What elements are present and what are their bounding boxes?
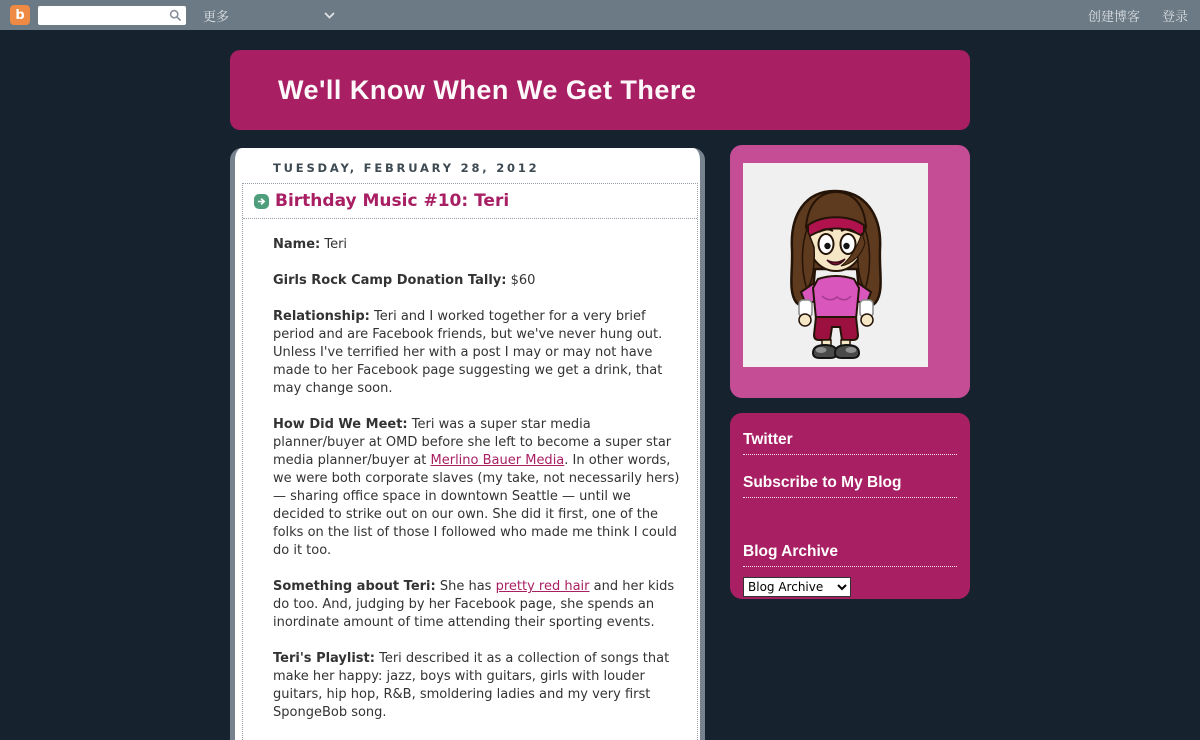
navbar-right-links (1088, 6, 1188, 25)
search-input[interactable] (38, 6, 186, 25)
paragraph-label: How Did We Meet: (273, 417, 408, 432)
paragraph-text: She has (435, 579, 496, 594)
inline-link[interactable]: Merlino Bauer Media (430, 453, 565, 468)
widget-title-blog-archive: Blog Archive (743, 543, 957, 567)
post-title-row (243, 184, 697, 219)
paragraph-label: Name: (273, 237, 321, 252)
post-paragraph (273, 308, 684, 398)
sidebar-widgets-box (730, 413, 970, 599)
search-icon[interactable] (169, 9, 182, 22)
paragraph-text: and her kids do too. And, judging by her Facebook page, she spends an inordinate amount of time attending their sporting events. (273, 579, 675, 630)
paragraph-label: Teri's Playlist: (273, 651, 375, 666)
paragraph-text: Teri was a super star media planner/buyer at OMD before she left to become a super star media planner/buyer at (273, 417, 672, 468)
more-menu[interactable] (203, 6, 335, 25)
post-paragraph (273, 236, 684, 254)
widget-title-twitter: Twitter (743, 431, 957, 455)
post-paragraph (273, 578, 684, 632)
paragraph-label: Something about Teri: (273, 579, 436, 594)
navbar-search-box[interactable] (38, 6, 186, 25)
paragraph-text: $60 (506, 273, 536, 288)
cartoon-avatar-icon (743, 163, 928, 367)
post-body (243, 219, 697, 722)
profile-avatar-image[interactable] (743, 163, 928, 367)
paragraph-text: Teri described it as a collection of songs that make her happy: jazz, boys with guitars, girls with louder guitars, hip hop, R&B, smoldering ladies and my very first SpongeBob song. (273, 651, 670, 720)
post-paragraph (273, 416, 684, 560)
blog-archive-select[interactable] (743, 577, 851, 597)
inline-link[interactable]: pretty red hair (495, 579, 590, 594)
more-menu-label: 更多 (203, 9, 230, 25)
post-container (242, 183, 698, 740)
sidebar-profile-box (730, 145, 970, 398)
blogger-navbar (0, 0, 1200, 30)
post-paragraph (273, 650, 684, 722)
paragraph-label: Girls Rock Camp Donation Tally: (273, 273, 507, 288)
blog-title[interactable]: We'll Know When We Get There (278, 74, 697, 105)
paragraph-text: . In other words, we were both corporate slaves (my take, not necessarily hers) — sharing office space in downtown Seattle — until we decided to strike out on our own. She did it first, one of the folks on the list of those I followed who made me think I could do it too. (273, 453, 680, 558)
paragraph-label: Relationship: (273, 309, 370, 324)
paragraph-text: Teri and I worked together for a very brief period and are Facebook friends, but we've never hung out. Unless I've terrified her with a post I may or may not have made to her Facebook page suggesting we get a drink, that may change soon. (273, 309, 663, 396)
post-title-link[interactable]: Birthday Music #10: Teri (275, 191, 510, 211)
main-content-column (230, 148, 705, 740)
post-date-heading: TUESDAY, FEBRUARY 28, 2012 (273, 161, 540, 175)
chevron-down-icon (324, 12, 335, 19)
blog-header (230, 50, 970, 130)
post-arrow-icon (254, 194, 269, 209)
post-paragraph (273, 272, 684, 290)
create-blog-link[interactable]: 创建博客 (1087, 9, 1140, 25)
sign-in-link[interactable]: 登录 (1161, 9, 1188, 25)
paragraph-text: Teri (320, 237, 348, 252)
widget-title-subscribe: Subscribe to My Blog (743, 474, 957, 498)
blogger-logo-icon[interactable]: b (10, 5, 30, 25)
